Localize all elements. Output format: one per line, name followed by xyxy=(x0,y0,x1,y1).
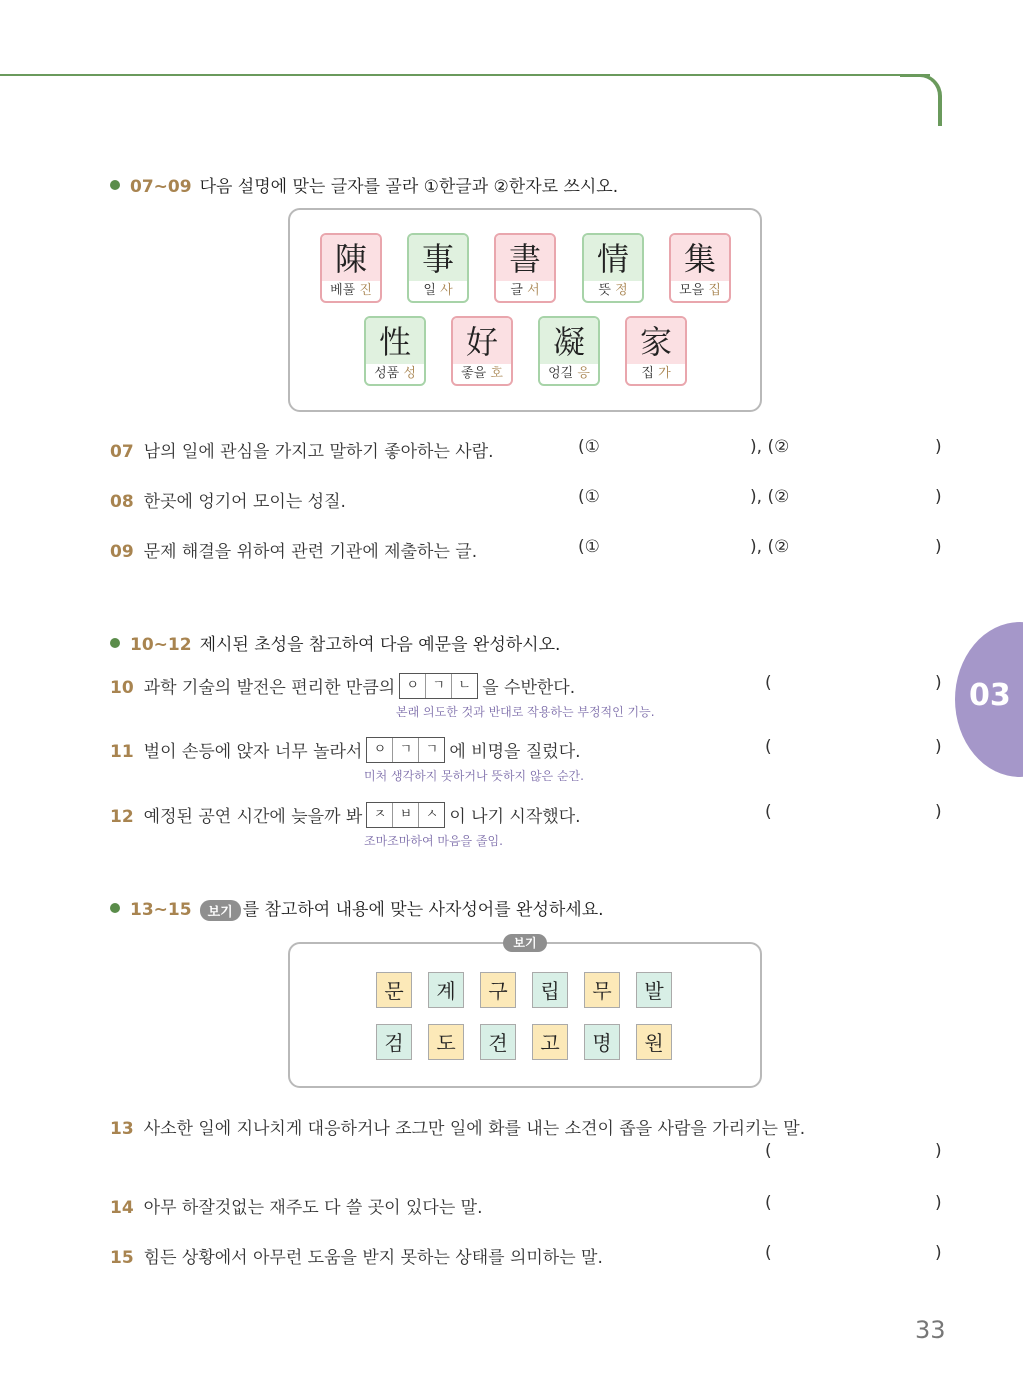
answer-mid-2[interactable]: ), (② xyxy=(750,487,790,507)
bogi-tile[interactable]: 구 xyxy=(480,972,516,1008)
hanja-reading xyxy=(453,364,511,384)
chosung-boxes xyxy=(366,802,445,828)
hanja-sound: 서 xyxy=(527,283,540,298)
hanja-char: 事 xyxy=(409,235,467,281)
hanja-reading xyxy=(322,281,380,301)
header-rule-corner xyxy=(900,74,942,126)
hanja-meaning: 뜻 xyxy=(598,283,611,298)
question-text-after: 이 나기 시작했다. xyxy=(449,807,581,827)
question-11 xyxy=(110,737,581,765)
hanja-reading xyxy=(671,281,729,301)
chosung-cell: ㅇ xyxy=(367,738,393,762)
hanja-char: 書 xyxy=(496,235,554,281)
chosung-cell: ㄱ xyxy=(425,742,439,757)
bogi-tile[interactable]: 문 xyxy=(376,972,412,1008)
chosung-boxes xyxy=(399,673,478,699)
question-number: 08 xyxy=(110,492,134,512)
hanja-card xyxy=(407,233,469,303)
bogi-box xyxy=(288,942,762,1088)
question-text: 한곳에 엉기어 모이는 성질. xyxy=(143,492,346,512)
question-number: 15 xyxy=(110,1248,134,1268)
hanja-card xyxy=(494,233,556,303)
question-text-before: 과학 기술의 발전은 편리한 만큼의 xyxy=(143,678,396,698)
answer-open[interactable]: ( xyxy=(765,1193,772,1213)
chosung-cell: ㅂ xyxy=(393,803,419,827)
bogi-label: 보기 xyxy=(503,934,547,952)
hanja-char: 情 xyxy=(584,235,642,281)
answer-open[interactable]: ( xyxy=(765,737,772,757)
question-text-before: 벌이 손등에 앉자 너무 놀라서 xyxy=(143,742,363,762)
bogi-tile[interactable]: 무 xyxy=(584,972,620,1008)
answer-open[interactable]: ( xyxy=(765,1141,772,1161)
question-number: 13 xyxy=(110,1119,134,1139)
question-text-before: 예정된 공연 시간에 늦을까 봐 xyxy=(143,807,363,827)
answer-open-1[interactable]: (① xyxy=(578,537,600,557)
bullet-icon xyxy=(110,180,120,190)
hanja-meaning: 모을 xyxy=(679,283,705,298)
question-hint: 본래 의도한 것과 반대로 작용하는 부정적인 기능. xyxy=(396,705,655,719)
hanja-card xyxy=(582,233,644,303)
hanja-meaning: 성품 xyxy=(374,366,400,381)
bogi-tile[interactable]: 검 xyxy=(376,1024,412,1060)
hanja-meaning: 일 xyxy=(423,283,436,298)
section-number: 13~15 xyxy=(130,900,192,920)
hanja-meaning: 베풀 xyxy=(330,283,356,298)
hanja-reading xyxy=(627,364,685,384)
answer-close[interactable]: ) xyxy=(935,537,942,557)
hanja-card xyxy=(669,233,731,303)
answer-open-1[interactable]: (① xyxy=(578,437,600,457)
answer-close[interactable]: ) xyxy=(935,437,942,457)
question-text: 남의 일에 관심을 가지고 말하기 좋아하는 사람. xyxy=(143,442,494,462)
section-instruction: 를 참고하여 내용에 맞는 사자성어를 완성하세요. xyxy=(242,900,604,920)
answer-close[interactable]: ) xyxy=(935,802,942,822)
hanja-meaning: 집 xyxy=(641,366,654,381)
hanja-reading xyxy=(366,364,424,384)
hanja-card xyxy=(320,233,382,303)
hanja-reading xyxy=(540,364,598,384)
answer-close[interactable]: ) xyxy=(935,673,942,693)
chosung-cell: ㅈ xyxy=(367,803,393,827)
bogi-tile[interactable]: 발 xyxy=(636,972,672,1008)
bogi-tile[interactable]: 견 xyxy=(480,1024,516,1060)
hanja-reading xyxy=(584,281,642,301)
hanja-sound: 성 xyxy=(403,366,416,381)
question-number: 14 xyxy=(110,1198,134,1218)
answer-open[interactable]: ( xyxy=(765,1243,772,1263)
answer-open[interactable]: ( xyxy=(765,673,772,693)
hanja-meaning: 글 xyxy=(510,283,523,298)
chosung-boxes xyxy=(366,737,445,763)
chosung-cell: ㅇ xyxy=(400,674,426,698)
hanja-card xyxy=(364,316,426,386)
section-heading-10-12 xyxy=(110,630,560,655)
bullet-icon xyxy=(110,903,120,913)
chosung-cell: ㄴ xyxy=(458,678,471,693)
hanja-char: 凝 xyxy=(540,318,598,364)
hanja-sound: 응 xyxy=(577,366,590,381)
hanja-sound: 사 xyxy=(440,283,453,298)
answer-open-1[interactable]: (① xyxy=(578,487,600,507)
chapter-tab xyxy=(955,622,1023,777)
bogi-tile[interactable]: 계 xyxy=(428,972,464,1008)
bogi-tile[interactable]: 립 xyxy=(532,972,568,1008)
hanja-reading xyxy=(409,281,467,301)
bullet-icon xyxy=(110,638,120,648)
hanja-char: 陳 xyxy=(322,235,380,281)
hanja-char: 家 xyxy=(627,318,685,364)
answer-close[interactable]: ) xyxy=(935,1193,942,1213)
question-text: 문제 해결을 위하여 관련 기관에 제출하는 글. xyxy=(143,542,478,562)
section-number: 10~12 xyxy=(130,635,192,655)
bogi-tile[interactable]: 명 xyxy=(584,1024,620,1060)
hanja-char: 好 xyxy=(453,318,511,364)
question-07 xyxy=(110,437,494,462)
question-08 xyxy=(110,487,346,512)
question-hint: 미처 생각하지 못하거나 뜻하지 않은 순간. xyxy=(364,769,584,783)
hanja-card xyxy=(451,316,513,386)
question-number: 11 xyxy=(110,742,134,762)
answer-mid-2[interactable]: ), (② xyxy=(750,437,790,457)
question-14 xyxy=(110,1193,483,1218)
hanja-sound: 호 xyxy=(490,366,503,381)
hanja-sound: 집 xyxy=(708,283,721,298)
bogi-tile[interactable]: 원 xyxy=(636,1024,672,1060)
question-09 xyxy=(110,537,477,562)
bogi-badge: 보기 xyxy=(200,900,241,921)
question-number: 12 xyxy=(110,807,134,827)
question-10 xyxy=(110,673,575,701)
hanja-char: 集 xyxy=(671,235,729,281)
hanja-card xyxy=(625,316,687,386)
section-instruction: 제시된 초성을 참고하여 다음 예문을 완성하시오. xyxy=(199,635,561,655)
section-heading-07-09 xyxy=(110,172,618,197)
hanja-sound: 가 xyxy=(658,366,671,381)
chosung-cell: ㅅ xyxy=(425,807,439,822)
bogi-tile[interactable]: 도 xyxy=(428,1024,464,1060)
question-text: 힘든 상황에서 아무런 도움을 받지 못하는 상태를 의미하는 말. xyxy=(143,1248,603,1268)
question-text: 아무 하잘것없는 재주도 다 쓸 곳이 있다는 말. xyxy=(143,1198,483,1218)
question-text-after: 을 수반한다. xyxy=(482,678,576,698)
chosung-cell: ㄱ xyxy=(393,738,419,762)
section-heading-13-15 xyxy=(110,895,604,921)
section-instruction: 다음 설명에 맞는 글자를 골라 ①한글과 ②한자로 쓰시오. xyxy=(199,177,619,197)
question-number: 09 xyxy=(110,542,134,562)
question-13 xyxy=(110,1114,805,1139)
page-number: 33 xyxy=(915,1316,946,1344)
hanja-char: 性 xyxy=(366,318,424,364)
question-text-after: 에 비명을 질렀다. xyxy=(449,742,581,762)
hanja-card xyxy=(538,316,600,386)
bogi-tile[interactable]: 고 xyxy=(532,1024,568,1060)
section-number: 07~09 xyxy=(130,177,192,197)
question-hint: 조마조마하여 마음을 졸임. xyxy=(364,834,503,848)
question-text: 사소한 일에 지나치게 대응하거나 조그만 일에 화를 내는 소견이 좁을 사람을 가리키는 말. xyxy=(143,1119,806,1139)
answer-mid-2[interactable]: ), (② xyxy=(750,537,790,557)
question-15 xyxy=(110,1243,603,1268)
answer-close[interactable]: ) xyxy=(935,1141,942,1161)
answer-close[interactable]: ) xyxy=(935,1243,942,1263)
hanja-sound: 진 xyxy=(359,283,372,298)
hanja-meaning: 좋을 xyxy=(461,366,487,381)
header-rule xyxy=(0,74,930,76)
question-number: 07 xyxy=(110,442,134,462)
answer-close[interactable]: ) xyxy=(935,487,942,507)
question-number: 10 xyxy=(110,678,134,698)
question-12 xyxy=(110,802,581,830)
answer-close[interactable]: ) xyxy=(935,737,942,757)
hanja-sound: 정 xyxy=(615,283,628,298)
answer-open[interactable]: ( xyxy=(765,802,772,822)
hanja-meaning: 엉길 xyxy=(548,366,574,381)
hanja-reading xyxy=(496,281,554,301)
chosung-cell: ㄱ xyxy=(426,674,452,698)
chapter-number: 03 xyxy=(969,678,1011,713)
